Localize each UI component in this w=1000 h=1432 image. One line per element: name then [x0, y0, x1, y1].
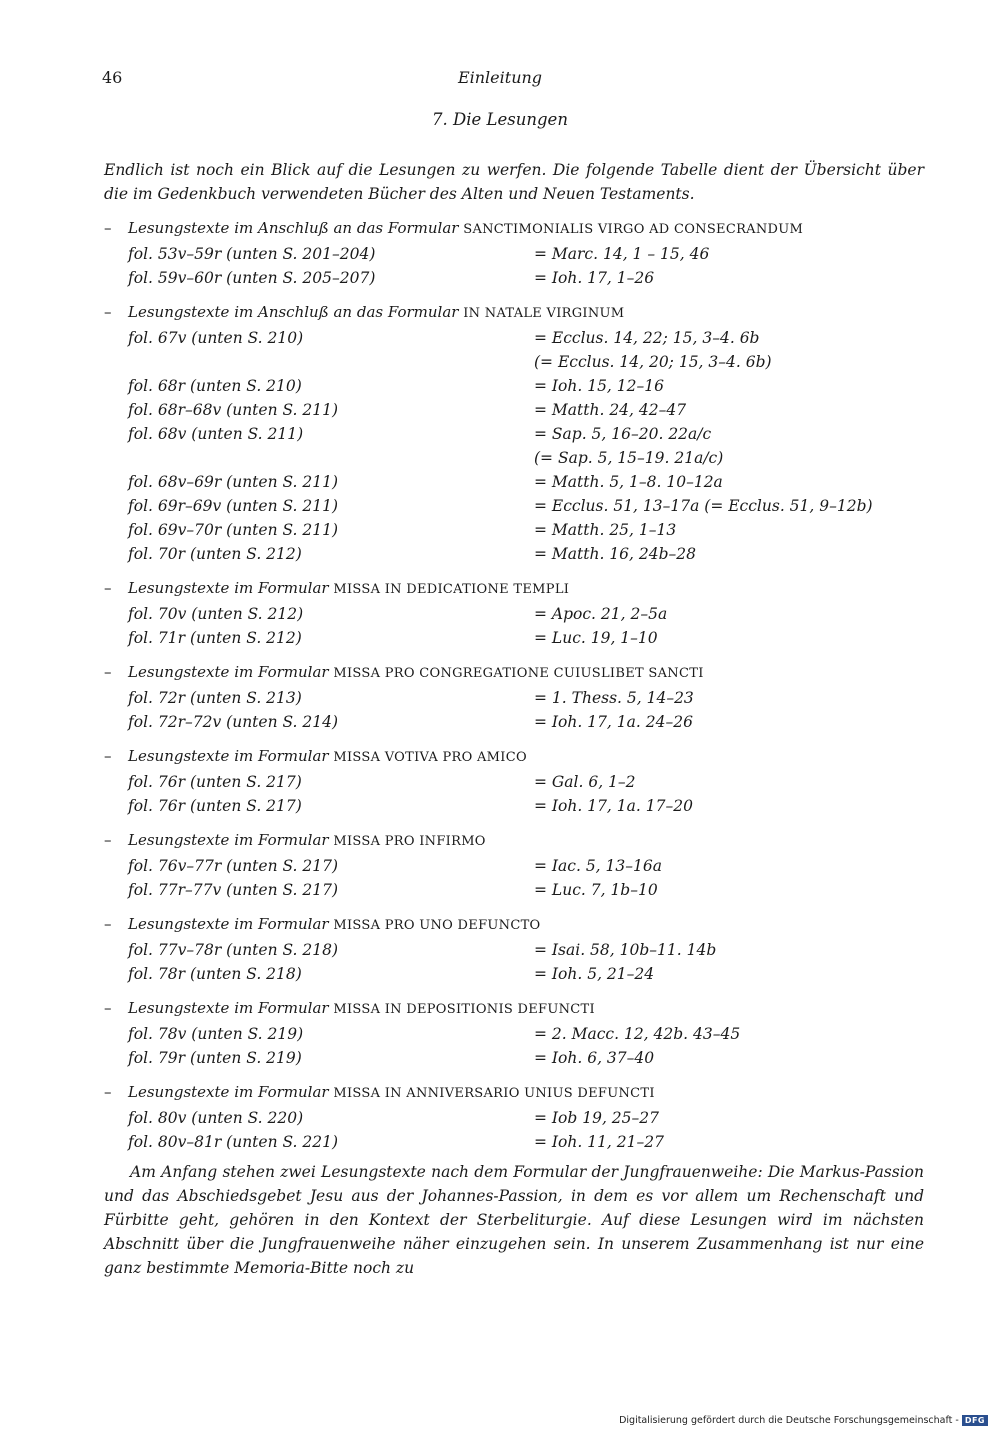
reading-row [104, 266, 924, 290]
formula-name: MISSA IN ANNIVERSARIO UNIUS DEFUNCTI [333, 1086, 655, 1101]
reading-row [104, 770, 924, 794]
folio-reference: fol. 68r (unten S. 210) [128, 377, 302, 395]
bible-reference: = Matth. 25, 1–13 [534, 521, 677, 539]
section-lead-text: Lesungstexte im Formular [128, 663, 329, 681]
reading-row [104, 938, 924, 962]
conclusion-paragraph: Am Anfang stehen zwei Lesungstexte nach dem Formular der Jungfrauenweihe: Die Markus-Passion und das Abschiedsgebet Jesu aus der Johannes-Passion, in dem es vor allem um Rechenschaft und Fürbitte geht, gehören in den Kontext der Sterbeliturgie. Auf diese Lesungen wird im nächsten Abschnitt über die Jungfrauenweihe näher einzugehen sein. In unserem Zusammenhang ist nur eine ganz bestimmte Memoria-Bitte noch zu [104, 1163, 924, 1277]
folio-reference: fol. 71r (unten S. 212) [128, 629, 302, 647]
digitization-footer [619, 1415, 988, 1426]
folio-reference: fol. 68r–68v (unten S. 211) [128, 401, 339, 419]
reading-row [104, 494, 924, 518]
section-lead-text: Lesungstexte im Anschluß an das Formular [128, 219, 459, 237]
reading-row [104, 446, 924, 470]
section-lead-text: Lesungstexte im Formular [128, 915, 329, 933]
section-lead-text: Lesungstexte im Formular [128, 831, 329, 849]
bible-reference: (= Sap. 5, 15–19. 21a/c) [534, 449, 724, 467]
formula-name: MISSA PRO CONGREGATIONE CUIUSLIBET SANCTI [333, 666, 704, 681]
reading-row [104, 350, 924, 374]
folio-reference: fol. 80v (unten S. 220) [128, 1109, 304, 1127]
bible-reference: = Matth. 24, 42–47 [534, 401, 687, 419]
bible-reference: = Matth. 5, 1–8. 10–12a [534, 473, 723, 491]
reading-section [104, 828, 924, 902]
bible-reference: = Sap. 5, 16–20. 22a/c [534, 425, 712, 443]
bible-reference: = 1. Thess. 5, 14–23 [534, 689, 694, 707]
bible-reference: = Ioh. 11, 21–27 [534, 1133, 664, 1151]
bible-reference: = Ioh. 17, 1–26 [534, 269, 655, 287]
reading-section [104, 660, 924, 734]
reading-section [104, 576, 924, 650]
folio-reference: fol. 77v–78r (unten S. 218) [128, 941, 339, 959]
folio-reference: fol. 69v–70r (unten S. 211) [128, 521, 339, 539]
reading-section [104, 1080, 924, 1154]
reading-row [104, 470, 924, 494]
bible-reference: = Ecclus. 51, 13–17a (= Ecclus. 51, 9–12b) [534, 497, 873, 515]
folio-reference: fol. 80v–81r (unten S. 221) [128, 1133, 339, 1151]
bible-reference: = Ioh. 6, 37–40 [534, 1049, 655, 1067]
reading-row [104, 686, 924, 710]
section-header [104, 744, 924, 770]
bible-reference: = Ioh. 17, 1a. 24–26 [534, 713, 693, 731]
bible-reference: = Iac. 5, 13–16a [534, 857, 662, 875]
folio-reference: fol. 77r–77v (unten S. 217) [128, 881, 339, 899]
folio-reference: fol. 69r–69v (unten S. 211) [128, 497, 339, 515]
section-lead-text: Lesungstexte im Formular [128, 747, 329, 765]
bible-reference: (= Ecclus. 14, 20; 15, 3–4. 6b) [534, 353, 772, 371]
section-lead-text: Lesungstexte im Formular [128, 999, 329, 1017]
folio-reference: fol. 79r (unten S. 219) [128, 1049, 302, 1067]
bible-reference: = Isai. 58, 10b–11. 14b [534, 941, 717, 959]
folio-reference: fol. 78v (unten S. 219) [128, 1025, 304, 1043]
folio-reference: fol. 68v–69r (unten S. 211) [128, 473, 339, 491]
reading-row [104, 626, 924, 650]
bible-reference: = Marc. 14, 1 – 15, 46 [534, 245, 710, 263]
folio-reference: fol. 68v (unten S. 211) [128, 425, 304, 443]
reading-section [104, 744, 924, 818]
bible-reference: = Luc. 7, 1b–10 [534, 881, 658, 899]
reading-row [104, 422, 924, 446]
reading-row [104, 374, 924, 398]
intro-paragraph: Endlich ist noch ein Blick auf die Lesungen zu werfen. Die folgende Tabelle dient der Übersicht über die im Gedenkbuch verwendeten Bücher des Alten und Neuen Testaments. [104, 161, 924, 203]
list-dash: – [104, 747, 112, 765]
list-dash: – [104, 219, 112, 237]
readings-list [104, 216, 924, 1164]
formula-name: MISSA IN DEDICATIONE TEMPLI [333, 582, 570, 597]
formula-name: SANCTIMONIALIS VIRGO AD CONSECRANDUM [463, 222, 804, 237]
folio-reference: fol. 59v–60r (unten S. 205–207) [128, 269, 376, 287]
section-header [104, 660, 924, 686]
footer-text: Digitalisierung gefördert durch die Deutsche Forschungsgemeinschaft - [619, 1415, 959, 1426]
reading-row [104, 518, 924, 542]
bible-reference: = Iob 19, 25–27 [534, 1109, 659, 1127]
bible-reference: = Ioh. 17, 1a. 17–20 [534, 797, 693, 815]
page-number: 46 [102, 68, 123, 87]
formula-name: MISSA IN DEPOSITIONIS DEFUNCTI [333, 1002, 595, 1017]
formula-name: MISSA PRO UNO DEFUNCTO [333, 918, 541, 933]
list-dash: – [104, 663, 112, 681]
reading-section [104, 216, 924, 290]
section-header [104, 1080, 924, 1106]
list-dash: – [104, 999, 112, 1017]
section-lead-text: Lesungstexte im Formular [128, 579, 329, 597]
reading-row [104, 602, 924, 626]
folio-reference: fol. 53v–59r (unten S. 201–204) [128, 245, 376, 263]
folio-reference: fol. 76v–77r (unten S. 217) [128, 857, 339, 875]
reading-row [104, 794, 924, 818]
reading-row [104, 1046, 924, 1070]
section-lead-text: Lesungstexte im Formular [128, 1083, 329, 1101]
reading-row [104, 326, 924, 350]
reading-row [104, 1022, 924, 1046]
dfg-logo: DFG [962, 1415, 988, 1426]
folio-reference: fol. 70v (unten S. 212) [128, 605, 304, 623]
reading-row [104, 962, 924, 986]
bible-reference: = Gal. 6, 1–2 [534, 773, 636, 791]
reading-row [104, 854, 924, 878]
reading-row [104, 1130, 924, 1154]
reading-row [104, 398, 924, 422]
folio-reference: fol. 76r (unten S. 217) [128, 797, 302, 815]
bible-reference: = Matth. 16, 24b–28 [534, 545, 697, 563]
section-header [104, 216, 924, 242]
formula-name: MISSA PRO INFIRMO [333, 834, 486, 849]
folio-reference: fol. 67v (unten S. 210) [128, 329, 304, 347]
running-title: Einleitung [457, 68, 543, 87]
formula-name: MISSA VOTIVA PRO AMICO [333, 750, 527, 765]
list-dash: – [104, 831, 112, 849]
folio-reference: fol. 78r (unten S. 218) [128, 965, 302, 983]
list-dash: – [104, 1083, 112, 1101]
bible-reference: = Luc. 19, 1–10 [534, 629, 658, 647]
bible-reference: = 2. Macc. 12, 42b. 43–45 [534, 1025, 741, 1043]
section-header [104, 996, 924, 1022]
reading-row [104, 542, 924, 566]
bible-reference: = Ioh. 5, 21–24 [534, 965, 655, 983]
section-lead-text: Lesungstexte im Anschluß an das Formular [128, 303, 459, 321]
bible-reference: = Ioh. 15, 12–16 [534, 377, 664, 395]
formula-name: IN NATALE VIRGINUM [463, 306, 625, 321]
reading-section [104, 300, 924, 566]
section-header [104, 912, 924, 938]
list-dash: – [104, 915, 112, 933]
bible-reference: = Apoc. 21, 2–5a [534, 605, 668, 623]
reading-section [104, 912, 924, 986]
folio-reference: fol. 70r (unten S. 212) [128, 545, 302, 563]
folio-reference: fol. 72r (unten S. 213) [128, 689, 302, 707]
reading-row [104, 878, 924, 902]
folio-reference: fol. 76r (unten S. 217) [128, 773, 302, 791]
folio-reference: fol. 72r–72v (unten S. 214) [128, 713, 339, 731]
bible-reference: = Ecclus. 14, 22; 15, 3–4. 6b [534, 329, 760, 347]
list-dash: – [104, 579, 112, 597]
section-header [104, 300, 924, 326]
section-header [104, 576, 924, 602]
reading-row [104, 1106, 924, 1130]
section-header [104, 828, 924, 854]
reading-section [104, 996, 924, 1070]
reading-row [104, 710, 924, 734]
reading-row [104, 242, 924, 266]
section-heading: 7. Die Lesungen [432, 110, 568, 129]
list-dash: – [104, 303, 112, 321]
